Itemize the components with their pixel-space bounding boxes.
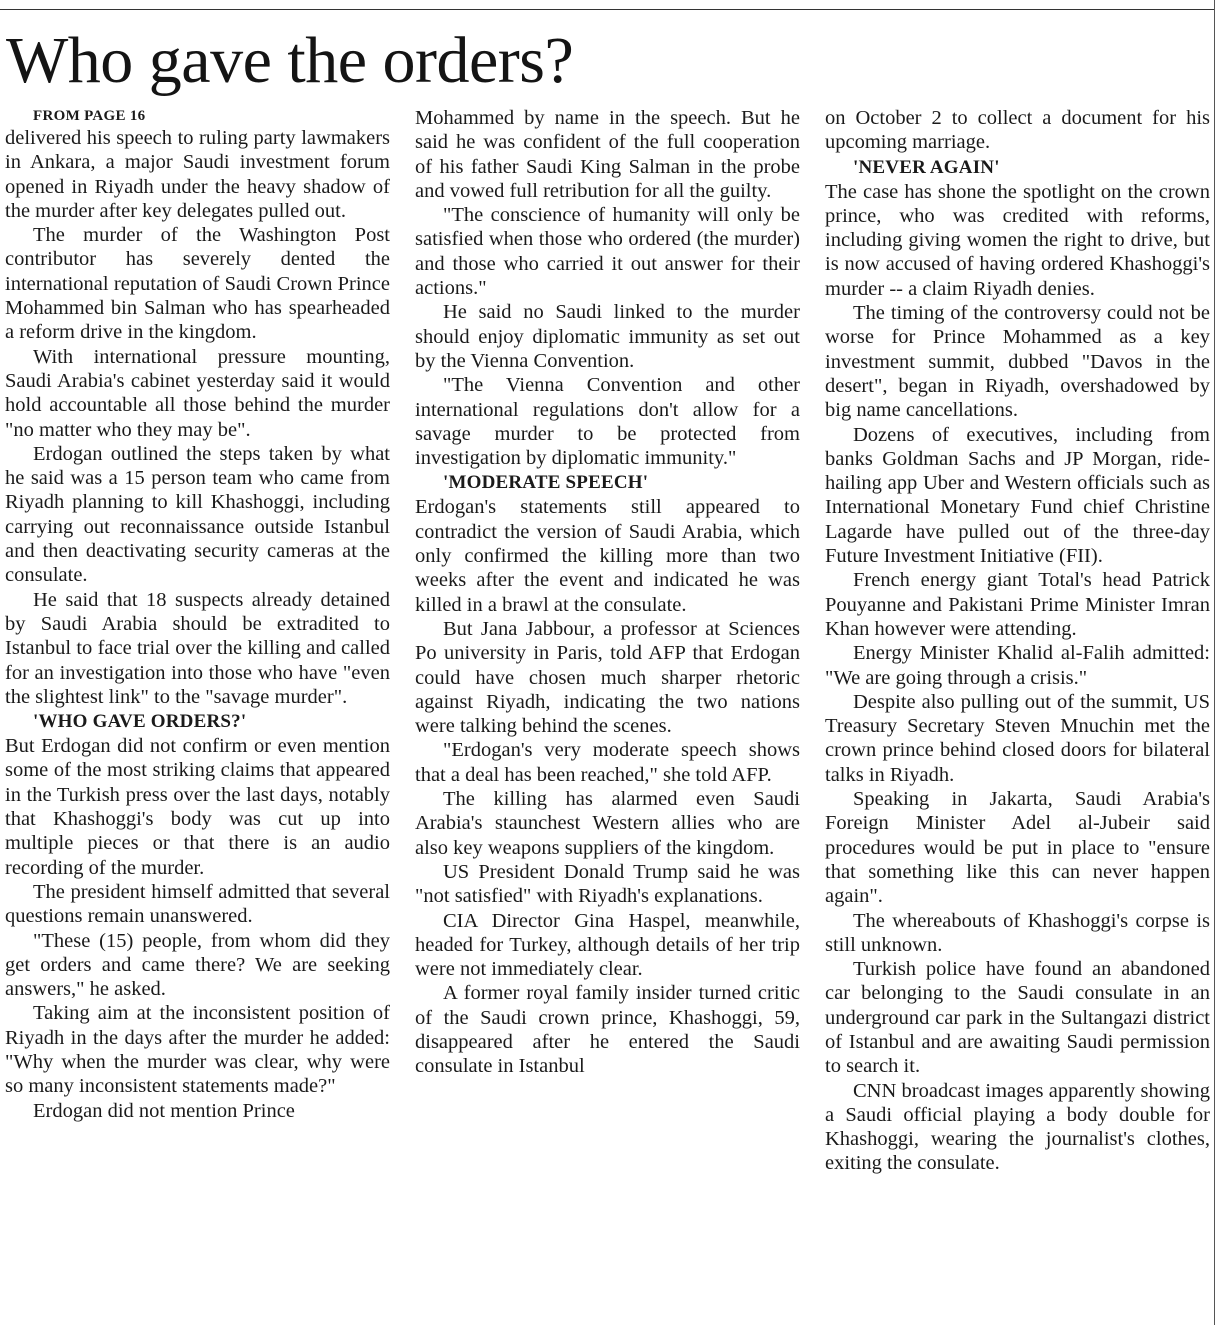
paragraph: The case has shone the spotlight on the crown prince, who was credited with reforms, including giving women the right to drive, but is now accused of having ordered Khashoggi's murder -- a claim Riyadh denies. <box>825 180 1210 300</box>
paragraph: With international pressure mounting, Saudi Arabia's cabinet yesterday said it would hold accountable all those behind the murder "no matter who they may be". <box>5 345 390 441</box>
paragraph: "The Vienna Convention and other international regulations don't allow for a savage murder to be protected from investigation by diplomatic immunity." <box>415 374 800 470</box>
headline: Who gave the orders? <box>6 24 574 97</box>
section-subhead: 'MODERATE SPEECH' <box>443 472 649 494</box>
paragraph: CNN broadcast images apparently showing a Saudi official playing a body double for Khashoggi, wearing the journalist's clothes, exiting the consulate. <box>825 1079 1210 1175</box>
paragraph: Dozens of executives, including from banks Goldman Sachs and JP Morgan, ride-hailing app Uber and Western officials such as International Monetary Fund chief Christine Lagarde have pulled out of the three-day Future Investment Initiative (FII). <box>825 423 1210 568</box>
paragraph: Erdogan did not mention Prince <box>33 1099 295 1122</box>
paragraph: "These (15) people, from whom did they get orders and came there? We are seeking answers," he asked. <box>5 929 390 1001</box>
section-subhead: 'NEVER AGAIN' <box>853 156 1000 178</box>
paragraph: Erdogan's statements still appeared to contradict the version of Saudi Arabia, which only confirmed the killing more than two weeks after the event and indicated he was killed in a brawl at the consulate. <box>415 496 800 616</box>
right-margin-rule <box>1214 0 1215 1325</box>
paragraph: A former royal family insider turned critic of the Saudi crown prince, Khashoggi, 59, disappeared after he entered the Saudi consulate in Istanbul <box>415 982 800 1078</box>
paragraph: Despite also pulling out of the summit, US Treasury Secretary Steven Mnuchin met the crown prince behind closed doors for bilateral talks in Riyadh. <box>825 690 1210 786</box>
paragraph: But Jana Jabbour, a professor at Sciences Po university in Paris, told AFP that Erdogan could have chosen much sharper rhetoric against Riyadh, indicating the two nations were talking behind the scenes. <box>415 617 800 738</box>
paragraph: CIA Director Gina Haspel, meanwhile, headed for Turkey, although details of her trip were not immediately clear. <box>415 909 800 981</box>
paragraph: The murder of the Washington Post contributor has severely dented the international reputation of Saudi Crown Prince Mohammed bin Salman who has spearheaded a reform drive in the kingdom. <box>5 224 390 344</box>
paragraph: "Erdogan's very moderate speech shows that a deal has been reached," she told AFP. <box>415 739 800 786</box>
article-body <box>5 106 1211 1321</box>
article-column-1 <box>5 106 390 1321</box>
paragraph: Mohammed by name in the speech. But he said he was confident of the full cooperation of his father Saudi King Salman in the probe and vowed full retribution for all the guilty. <box>415 107 800 202</box>
paragraph: But Erdogan did not confirm or even mention some of the most striking claims that appeared in the Turkish press over the last days, notably that Khashoggi's body was cut up into multiple pieces or that there is an audio recording of the murder. <box>5 735 390 879</box>
paragraph: He said that 18 suspects already detained by Saudi Arabia should be extradited to Istanbul to face trial over the killing and called for an investigation into those who have "even the slightest link" to the "savage murder". <box>5 588 390 708</box>
top-rule <box>0 9 1214 10</box>
continued-from-kicker: FROM PAGE 16 <box>33 108 146 124</box>
paragraph: The timing of the controversy could not be worse for Prince Mohammed as a key investment summit, dubbed "Davos in the desert", began in Riyadh, overshadowed by big name cancellations. <box>825 302 1210 422</box>
section-subhead: 'WHO GAVE ORDERS?' <box>33 711 247 733</box>
paragraph: Energy Minister Khalid al-Falih admitted: "We are going through a crisis." <box>825 642 1210 689</box>
paragraph: The whereabouts of Khashoggi's corpse is still unknown. <box>825 909 1210 956</box>
paragraph: Erdogan outlined the steps taken by what he said was a 15 person team who came from Riyadh planning to kill Khashoggi, including carrying out reconnaissance outside Istanbul and then deactivating security cameras at the consulate. <box>5 442 390 587</box>
paragraph: Turkish police have found an abandoned car belonging to the Saudi consulate in an underground car park in the Sultangazi district of Istanbul and are awaiting Saudi permission to search it. <box>825 958 1210 1078</box>
paragraph: The killing has alarmed even Saudi Arabia's staunchest Western allies who are also key weapons suppliers of the kingdom. <box>415 788 800 859</box>
paragraph: "The conscience of humanity will only be satisfied when those who ordered (the murder) and those who carried it out answer for their actions." <box>415 204 800 300</box>
paragraph: He said no Saudi linked to the murder should enjoy diplomatic immunity as set out by the Vienna Convention. <box>415 301 800 372</box>
paragraph: Speaking in Jakarta, Saudi Arabia's Foreign Minister Adel al-Jubeir said procedures would be put in place to "ensure that something like this can never happen again". <box>825 788 1210 908</box>
paragraph: French energy giant Total's head Patrick Pouyanne and Pakistani Prime Minister Imran Khan however were attending. <box>825 569 1210 640</box>
paragraph: Taking aim at the inconsistent position of Riyadh in the days after the murder he added: "Why when the murder was clear, why were so many inconsistent statements made?" <box>5 1002 390 1098</box>
article-column-2 <box>415 106 800 1321</box>
article-column-3 <box>825 106 1210 1321</box>
paragraph: The president himself admitted that several questions remain unanswered. <box>5 880 390 928</box>
paragraph: US President Donald Trump said he was "not satisfied" with Riyadh's explanations. <box>415 860 800 908</box>
paragraph: on October 2 to collect a document for his upcoming marriage. <box>825 107 1210 154</box>
paragraph: delivered his speech to ruling party lawmakers in Ankara, a major Saudi investment forum opened in Riyadh under the heavy shadow of the murder after key delegates pulled out. <box>5 127 390 222</box>
